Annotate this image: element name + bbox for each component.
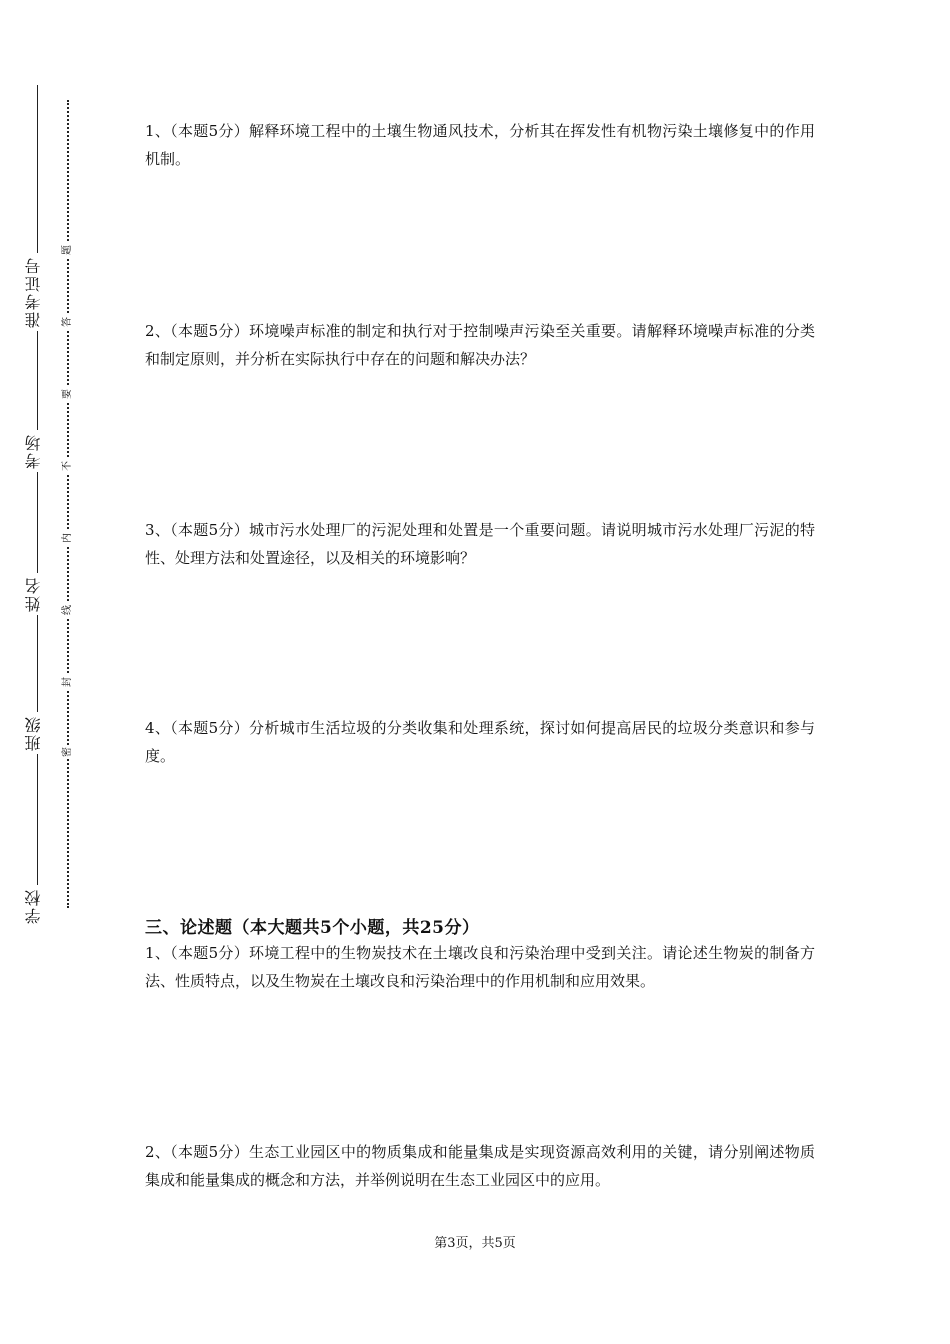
- question-item: 3、（本题5分）城市污水处理厂的污泥处理和处置是一个重要问题。请说明城市污水处理厂污泥的特性、处理方法和处置途径，以及相关的环境影响？: [145, 521, 815, 567]
- seal-char: 密: [60, 745, 76, 759]
- school-label: 学校: [22, 885, 52, 927]
- question-item: 2、（本题5分）生态工业园区中的物质集成和能量集成是实现资源高效利用的关键，请分别阐述物质集成和能量集成的概念和方法，并举例说明在生态工业园区中的应用。: [145, 1143, 815, 1189]
- question-item: 4、（本题5分）分析城市生活垃圾的分类收集和处理系统，探讨如何提高居民的垃圾分类意识和参与度。: [145, 719, 815, 765]
- seal-char: 不: [60, 459, 76, 473]
- seal-char: 封: [60, 675, 76, 689]
- section-title: 三、论述题（本大题共5个小题，共25分）: [145, 918, 480, 938]
- class-label: 班级: [22, 712, 52, 754]
- seal-line: [67, 100, 69, 908]
- question-item: 1、（本题5分）环境工程中的生物炭技术在土壤改良和污染治理中受到关注。请论述生物炭的制备方法、性质特点，以及生物炭在土壤改良和污染治理中的作用机制和应用效果。: [145, 944, 815, 990]
- seal-char: 题: [60, 243, 76, 257]
- exam-room-label: 考场: [22, 430, 52, 472]
- page-number: 第3页，共5页: [434, 1236, 516, 1251]
- seal-char: 要: [60, 387, 76, 401]
- name-label: 姓名: [22, 573, 52, 615]
- seal-char: 答: [60, 315, 76, 329]
- seal-char: 内: [60, 531, 76, 545]
- fill-in-line: [37, 85, 38, 925]
- binding-margin: [0, 0, 100, 1344]
- question-item: 2、（本题5分）环境噪声标准的制定和执行对于控制噪声污染至关重要。请解释环境噪声标准的分类和制定原则，并分析在实际执行中存在的问题和解决办法？: [145, 322, 815, 368]
- seal-char: 线: [60, 603, 76, 617]
- question-item: 1、（本题5分）解释环境工程中的土壤生物通风技术，分析其在挥发性有机物污染土壤修复中的作用机制。: [145, 122, 815, 168]
- exam-id-label: 准考证号: [22, 253, 52, 331]
